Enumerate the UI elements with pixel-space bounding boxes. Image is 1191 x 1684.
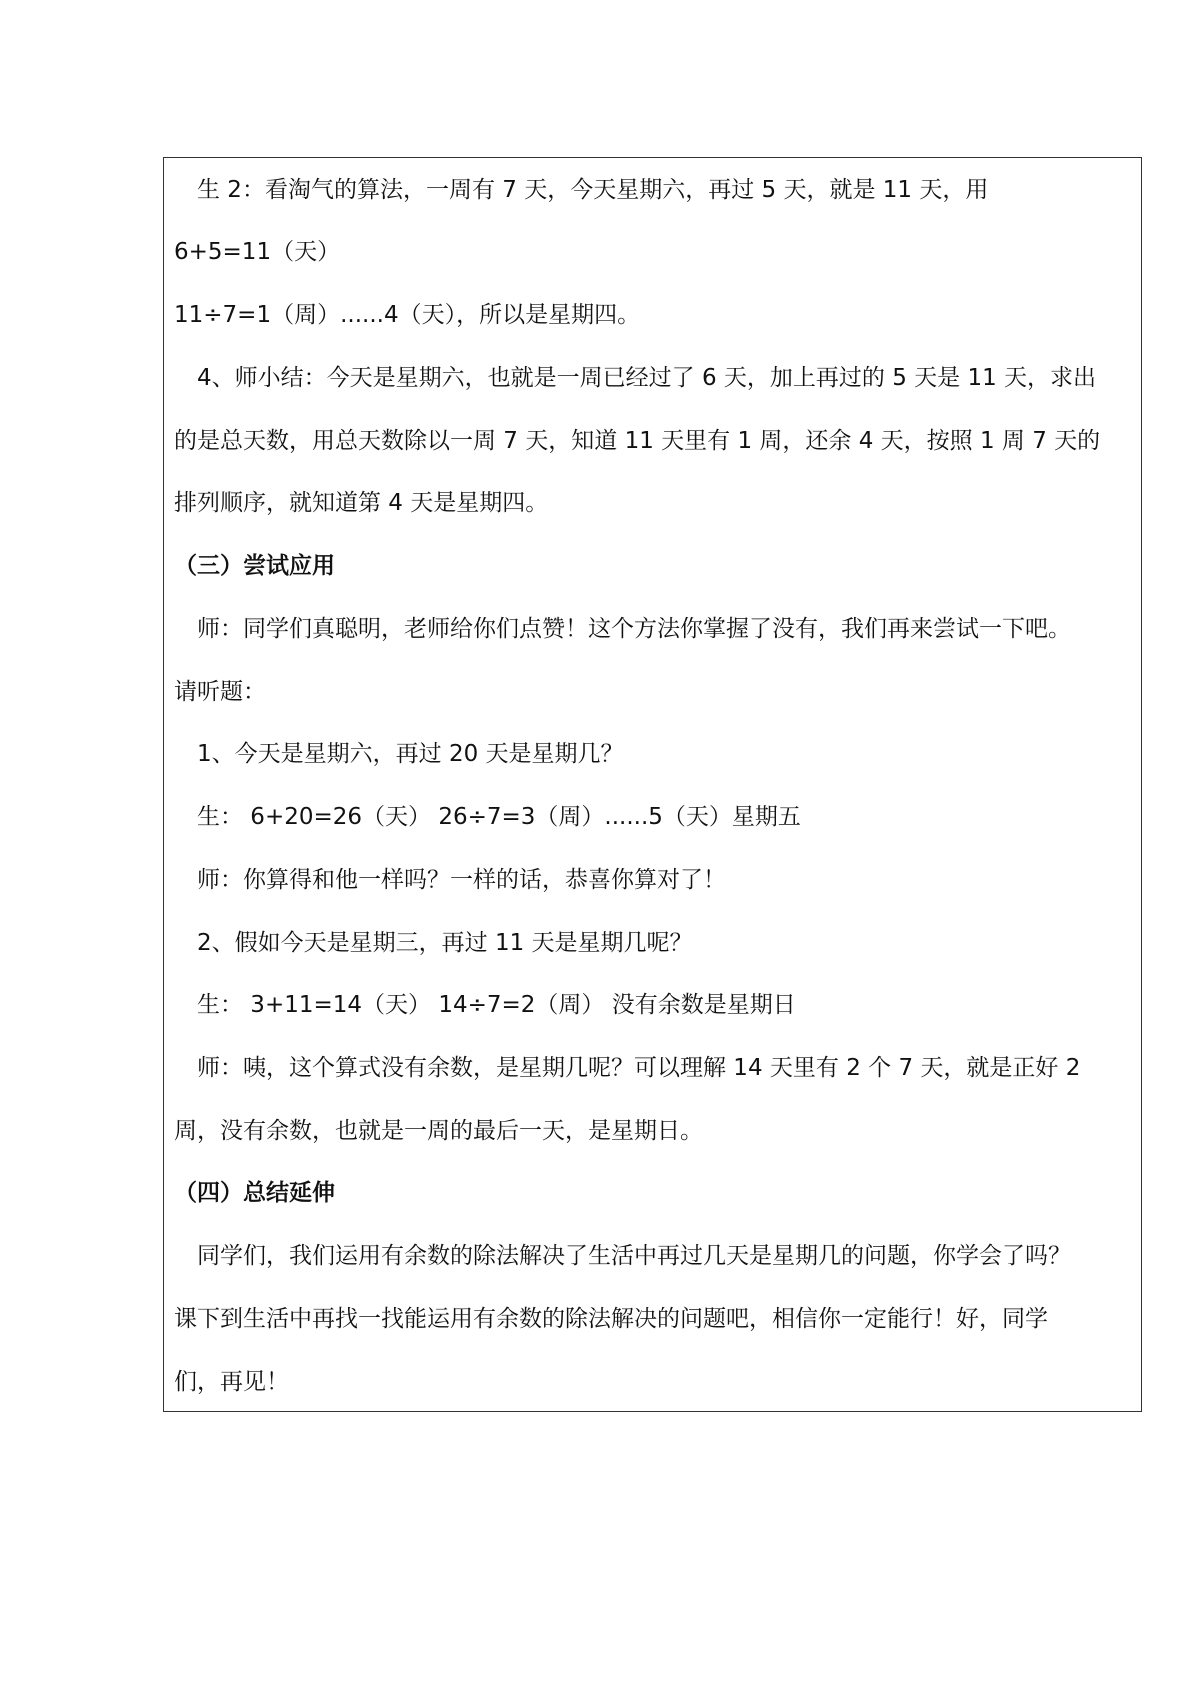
text-line: 生： 3+11=14（天） 14÷7=2（周） 没有余数是星期日 [174, 992, 796, 1018]
text-line: 2、假如今天是星期三，再过 11 天是星期几呢？ [174, 930, 693, 956]
text-line: 排列顺序，就知道第 4 天是星期四。 [174, 490, 549, 516]
text-line: 同学们，我们运用有余数的除法解决了生活中再过几天是星期几的问题，你学会了吗？ [174, 1243, 1071, 1269]
content-table-cell [163, 157, 1142, 1412]
text-line: 请听题： [174, 679, 266, 705]
text-line: 周，没有余数，也就是一周的最后一天，是星期日。 [174, 1118, 703, 1144]
text-line: 1、今天是星期六，再过 20 天是星期几？ [174, 741, 624, 767]
text-line: 师：同学们真聪明，老师给你们点赞！这个方法你掌握了没有，我们再来尝试一下吧。 [174, 616, 1071, 642]
text-line: 4、师小结：今天是星期六，也就是一周已经过了 6 天，加上再过的 5 天是 11 天，求出 [174, 365, 1097, 391]
section-heading: （三）尝试应用 [174, 553, 335, 579]
text-line: 生： 6+20=26（天） 26÷7=3（周）......5（天）星期五 [174, 804, 801, 830]
text-line: 师：咦，这个算式没有余数，是星期几呢？可以理解 14 天里有 2 个 7 天，就是正好 2 [174, 1055, 1081, 1081]
section-heading: （四）总结延伸 [174, 1180, 335, 1206]
text-line: 6+5=11（天） [174, 239, 341, 265]
text-line: 师：你算得和他一样吗？一样的话，恭喜你算对了！ [174, 867, 726, 893]
text-line: 的是总天数，用总天数除以一周 7 天，知道 11 天里有 1 周，还余 4 天，按照 1 周 7 天的 [174, 428, 1101, 454]
text-line: 们，再见！ [174, 1369, 289, 1395]
text-line: 课下到生活中再找一找能运用有余数的除法解决的问题吧，相信你一定能行！好，同学 [174, 1306, 1048, 1332]
text-line: 11÷7=1（周）......4（天），所以是星期四。 [174, 302, 641, 328]
text-line: 生 2：看淘气的算法，一周有 7 天，今天星期六，再过 5 天，就是 11 天，用 [174, 177, 989, 203]
